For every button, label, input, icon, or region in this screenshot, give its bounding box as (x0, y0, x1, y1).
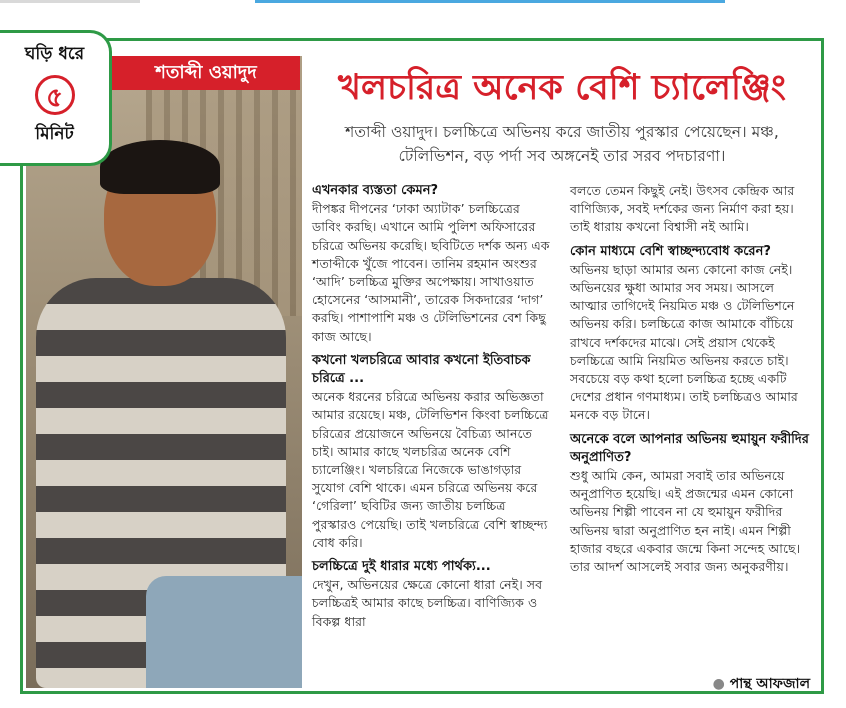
article-column-2 (570, 182, 810, 582)
headline: খলচরিত্র অনেক বেশি চ্যালেঞ্জিং (338, 68, 786, 108)
top-rule-left (0, 0, 140, 3)
answer-paragraph: দেখুন, অভিনয়ের ক্ষেত্রে কোনো ধারা নেই। সব চলচ্চিত্রই আমার কাছে চলচ্চিত্র। বাণিজ্যিক ও বিকল্প ধারা (312, 577, 543, 629)
answer-paragraph: শুধু আমি কেন, আমরা সবাই তার অভিনয়ে অনুপ্রাণিত হয়েছি। এই প্রজন্মের এমন কোনো অভিনয় শিল্পী পাবেন না যে হুমায়ুন ফরীদির অভিনয় দ্বারা অনুপ্রাণিত হন নাই। এমন শিল্পী হাজার বছরে একবার জন্মে কিনা সন্দেহ আছে। তার আদর্শ আসলেই সবার জন্য অনুকরণীয়। (570, 468, 801, 575)
question-heading: কোন মাধ্যমে বেশি স্বাচ্ছন্দ্যবোধ করেন? (570, 243, 771, 259)
answer-paragraph: দীপঙ্কর দীপনের ‘ঢাকা অ্যাটাক’ চলচ্চিত্রের ডাবিং করছি। এখানে আমি পুলিশ অফিসারের চরিত্রে অভিনয় করেছি। ছবিটিতে দর্শক অন্য এক শতাব্দীকে খুঁজে পাবেন। তানিম রহমান অংশুর ‘আদি’ চলচ্চিত্র মুক্তির অপেক্ষায়। সাখাওয়াত হোসেনের ‘আসমানী’, তারেক সিকদারের ‘দাগ’ করছি। পাশাপাশি মঞ্চ ও টেলিভিশনের বেশ কিছু কাজ আছে। (312, 201, 550, 344)
intro-text: শতাব্দী ওয়াদুদ। চলচ্চিত্রে অভিনয় করে জাতীয় পুরস্কার পেয়েছেন। মঞ্চ, টেলিভিশন, বড় পর্দা সব অঙ্গনেই তার সরব পদচারণা। (345, 123, 779, 165)
badge-number: ৫ (35, 75, 75, 115)
question-heading: চলচ্চিত্রে দুই ধারার মধ্যে পার্থক্য... (312, 559, 491, 575)
answer-paragraph: বলতে তেমন কিছুই নেই। উৎসব কেন্দ্রিক আর বাণিজ্যিক, সবই দর্শকের জন্য নির্মাণ করা হয়। তাই ধারায় কখনো বিশ্বাসী নই আমি। (570, 183, 795, 235)
question-heading: কখনো খলচরিত্রে আবার কখনো ইতিবাচক চরিত্রে ... (312, 352, 531, 387)
answer-paragraph: অনেক ধরনের চরিত্রে অভিনয় করার অভিজ্ঞতা আমার রয়েছে। মঞ্চ, টেলিভিশন কিংবা চলচ্চিত্রে চরিত্রের প্রয়োজনে অভিনয়ে বৈচিত্র্য আনতে চাই। আমার কাছে খলচরিত্র অনেক বেশি চ্যালেঞ্জিং। খলচরিত্রে নিজেকে ভাঙাগড়ার সুযোগ বেশি থাকে। এমন চরিত্রে অভিনয় করে ‘গেরিলা’ ছবিটির জন্য জাতীয় চলচ্চিত্র পুরস্কারও পেয়েছি। তাই খলচরিত্রে বেশি স্বাচ্ছন্দ্য বোধ করি। (312, 389, 549, 550)
section-badge (0, 30, 112, 166)
photo-hair (100, 140, 220, 194)
question-heading: অনেকে বলে আপনার অভিনয় হুমায়ুন ফরীদির অনুপ্রাণিত? (570, 431, 809, 465)
answer-paragraph: অভিনয় ছাড়া আমার অন্য কোনো কাজ নেই। অভিনয়ের ক্ষুধা আমার সব সময়। আসলে আত্মার তাগিদেই নিয়মিত মঞ্চ ও টেলিভিশনে অভিনয় করি। চলচ্চিত্রে কাজ আমাকে বাঁচিয়ে রাখবে দর্শকদের মাঝে। সেই প্রয়াস থেকেই চলচ্চিত্রে আমি নিয়মিত অভিনয় করতে চাই। সবচেয়ে বড় কথা হলো চলচ্চিত্র হচ্ছে একটি দেশের প্রধান গণমাধ্যম। তাই চলচ্চিত্রও আমার মনকে বড় টানে। (570, 261, 798, 423)
article-column-1 (312, 182, 552, 637)
byline-name: পান্থ আফজাল (729, 676, 810, 692)
byline (690, 672, 810, 696)
bullet-icon: ● (712, 676, 725, 692)
author-name-tag: শতাব্দী ওয়াদুদ (112, 56, 300, 90)
photo-jeans (146, 576, 302, 688)
badge-line-1: ঘড়ি ধরে (24, 44, 85, 64)
top-rule-right (255, 0, 725, 3)
badge-line-2: মিনিট (35, 124, 74, 144)
question-heading: এখনকার ব্যস্ততা কেমন? (312, 183, 439, 198)
